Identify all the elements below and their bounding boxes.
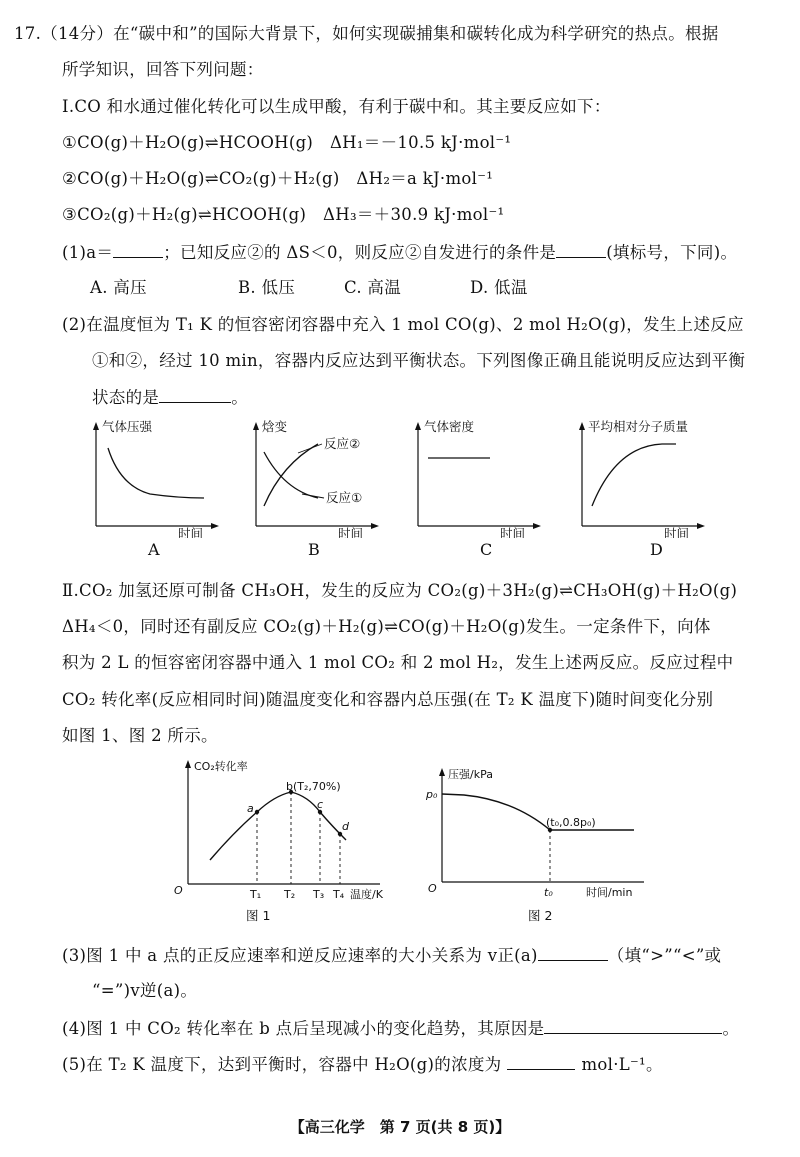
figure-1-label-c: c (317, 798, 324, 811)
q4-text: (4)图 1 中 CO₂ 转化率在 b 点后呈现减小的变化趋势，其原因是 (62, 1019, 545, 1038)
part2-line3: 积为 2 L 的恒容密闭容器中通入 1 mol CO₂ 和 2 mol H₂，发生上述两反应。反应过程中 (62, 653, 734, 672)
question-3-line1 (62, 943, 721, 968)
graph-b-curve-reaction1 (264, 452, 318, 498)
graph-c-caption: C (480, 540, 493, 559)
q2-line1: (2)在温度恒为 T₁ K 的恒容密闭容器中充入 1 mol CO(g)、2 mol H₂O(g)，发生上述反应 (62, 315, 744, 334)
figure-1 (170, 756, 400, 906)
reaction-2: ②CO(g)＋H₂O(g)⇌CO₂(g)＋H₂(g) ΔH₂＝a kJ·mol⁻¹ (62, 169, 494, 188)
question-1 (62, 240, 737, 265)
figure-1-ylabel: CO₂转化率 (194, 760, 248, 773)
q4-end: 。 (722, 1019, 740, 1038)
q2-line2: ①和②，经过 10 min，容器内反应达到平衡状态。下列图像正确且能说明反应达到平衡 (92, 351, 746, 370)
q1-blank-a[interactable] (113, 240, 163, 258)
reaction-1: ①CO(g)＋H₂O(g)⇌HCOOH(g) ΔH₁＝－10.5 kJ·mol⁻¹ (62, 133, 512, 152)
graph-b-ylabel: 焓变 (262, 419, 288, 434)
q3-part-a: (3)图 1 中 a 点的正反应速率和逆反应速率的大小关系为 v正(a) (62, 946, 538, 965)
q2-line3 (92, 385, 248, 410)
question-3-line2: “=”)v逆(a)。 (92, 981, 198, 1000)
graph-b-caption: B (308, 540, 320, 559)
q2-line3-text: 状态的是 (92, 388, 160, 407)
figure-2-tick-t0: t₀ (544, 886, 553, 899)
figure-2-xlabel: 时间/min (586, 886, 633, 899)
graph-a-ylabel: 气体压强 (102, 419, 153, 434)
figure-1-origin: O (174, 884, 183, 897)
q1-part-c: (填标号，下同)。 (606, 243, 738, 262)
graph-b-label-reaction1: 反应① (326, 490, 363, 505)
q1-option-b: B. 低压 (238, 278, 296, 297)
part2-line4: CO₂ 转化率(反应相同时间)随温度变化和容器内总压强(在 T₂ K 温度下)随时间变化分别 (62, 690, 714, 709)
figure-2-caption: 图 2 (528, 908, 553, 923)
figure-1-curve (210, 792, 346, 860)
graph-d-curve (592, 444, 676, 506)
graph-c-xlabel: 时间 (500, 526, 526, 538)
figure-2-point-label: (t₀,0.8p₀) (546, 816, 596, 829)
figure-1-label-d: d (342, 820, 349, 833)
q5-blank[interactable] (507, 1052, 575, 1070)
figure-1-tick-t2: T₂ (284, 888, 296, 901)
graph-b-xlabel: 时间 (338, 526, 364, 538)
part2-line2: ΔH₄＜0，同时还有副反应 CO₂(g)＋H₂(g)⇌CO(g)＋H₂O(g)发生。一定条件下，向体 (62, 617, 711, 636)
q5-unit: mol·L⁻¹。 (581, 1055, 663, 1074)
figure-2-ylabel: 压强/kPa (448, 768, 493, 781)
q1-blank-condition[interactable] (556, 240, 606, 258)
q3-blank[interactable] (538, 943, 608, 961)
graph-a-curve (108, 448, 204, 498)
figure-1-tick-t4: T₄ (333, 888, 345, 901)
figure-1-peak-label: b(T₂,70%) (286, 780, 341, 793)
reaction-3: ③CO₂(g)＋H₂(g)⇌HCOOH(g) ΔH₃＝＋30.9 kJ·mol⁻¹ (62, 205, 505, 224)
figure-1-label-a: a (247, 802, 254, 815)
graph-d-xlabel: 时间 (664, 526, 690, 538)
q1-part-b: ；已知反应②的 ΔS＜0，则反应②自发进行的条件是 (163, 243, 557, 262)
page-footer: 【高三化学 第 7 页(共 8 页)】 (289, 1118, 511, 1136)
graph-b-label-reaction2: 反应② (324, 436, 361, 451)
graph-b-curve-reaction2 (264, 444, 318, 506)
q2-blank[interactable] (159, 385, 231, 403)
q3-part-b: （填“>”“<”或 (607, 946, 722, 965)
q1-option-a: A. 高压 (90, 278, 147, 297)
figure-1-point-a (255, 810, 259, 814)
graph-d-caption: D (650, 540, 663, 559)
graph-c (408, 418, 548, 538)
figure-1-tick-t3: T₃ (313, 888, 325, 901)
figure-2 (424, 764, 664, 909)
q1-part-a: (1)a＝ (62, 243, 114, 262)
figure-1-tick-t1: T₁ (250, 888, 262, 901)
figure-1-xlabel: 温度/K (350, 888, 383, 901)
question-4 (62, 1016, 739, 1041)
q1-option-c: C. 高温 (344, 278, 402, 297)
graph-a (86, 418, 226, 538)
q2-end: 。 (231, 388, 249, 407)
graph-c-ylabel: 气体密度 (424, 419, 475, 434)
graph-d-ylabel: 平均相对分子质量 (588, 419, 689, 434)
graph-b (246, 418, 396, 538)
figure-2-curve (442, 794, 550, 830)
q4-blank[interactable] (544, 1016, 722, 1034)
part1-title: Ⅰ.CO 和水通过催化转化可以生成甲酸，有利于碳中和。其主要反应如下： (62, 97, 611, 116)
graph-a-caption: A (148, 540, 160, 559)
figure-2-origin: O (428, 882, 437, 895)
figure-1-caption: 图 1 (246, 908, 271, 923)
question-5 (62, 1052, 663, 1077)
graph-a-xlabel: 时间 (178, 526, 204, 538)
part2-line1: Ⅱ.CO₂ 加氢还原可制备 CH₃OH，发生的反应为 CO₂(g)＋3H₂(g)⇌CH₃OH(g)＋H₂O(g) (62, 581, 738, 600)
question-intro-line2: 所学知识，回答下列问题： (62, 60, 264, 79)
figure-2-p0: p₀ (426, 788, 438, 801)
graph-d (572, 418, 742, 538)
part2-line5: 如图 1、图 2 所示。 (62, 726, 218, 745)
question-intro-line1: 17.（14分）在“碳中和”的国际大背景下，如何实现碳捕集和碳转化成为科学研究的热点。根据 (14, 24, 719, 43)
q5-text: (5)在 T₂ K 温度下，达到平衡时，容器中 H₂O(g)的浓度为 (62, 1055, 502, 1074)
q1-option-d: D. 低温 (470, 278, 528, 297)
